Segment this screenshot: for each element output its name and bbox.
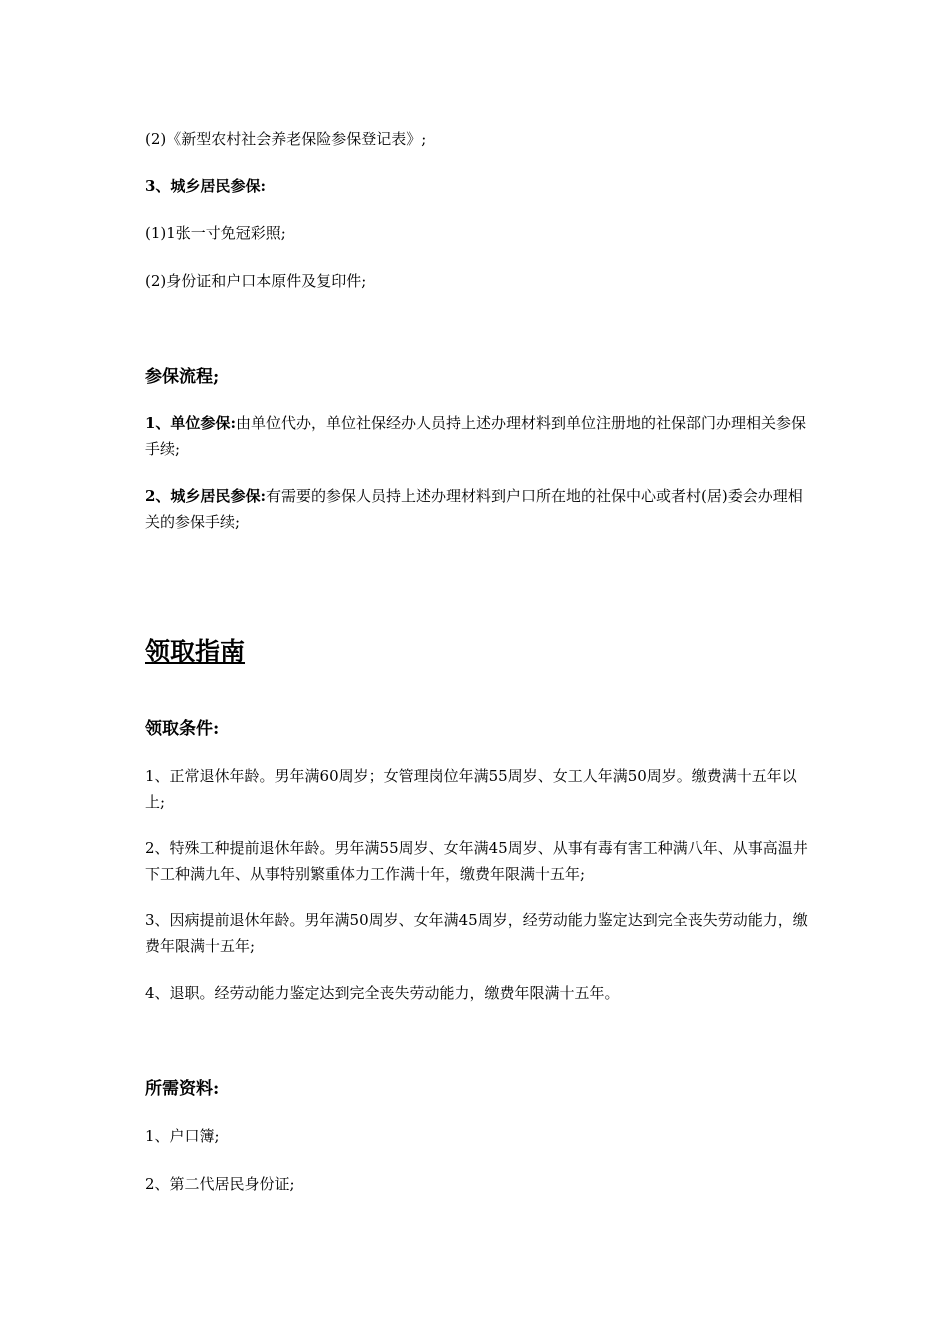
- process-unit-text: 由单位代办，单位社保经办人员持上述办理材料到单位注册地的社保部门办理相关参保手续;: [145, 414, 806, 458]
- material-item: 1、户口簿;: [145, 1127, 220, 1145]
- process-resident-paragraph: [145, 483, 815, 535]
- condition-item: 4、退职。经劳动能力鉴定达到完全丧失劳动能力，缴费年限满十五年。: [145, 984, 620, 1002]
- process-unit-paragraph: [145, 410, 815, 462]
- process-heading: 参保流程;: [145, 367, 220, 387]
- condition-item: 3、因病提前退休年龄。男年满50周岁、女年满45周岁，经劳动能力鉴定达到完全丧失劳动能力，缴费年限满十五年;: [145, 911, 808, 955]
- registration-form-item: (2)《新型农村社会养老保险参保登记表》;: [145, 130, 427, 148]
- photo-item: (1)1张一寸免冠彩照;: [145, 224, 286, 242]
- materials-heading: 所需资料:: [145, 1079, 220, 1099]
- condition-item: 2、特殊工种提前退休年龄。男年满55周岁、女年满45周岁、从事有毒有害工种满八年、从事高温井下工种满九年、从事特别繁重体力工作满十年，缴费年限满十五年;: [145, 839, 808, 883]
- urban-rural-heading: 3、城乡居民参保:: [145, 177, 266, 195]
- process-unit-lead: 1、单位参保:: [145, 414, 236, 432]
- process-resident-text: 有需要的参保人员持上述办理材料到户口所在地的社保中心或者村(居)委会办理相关的参保手续;: [145, 487, 803, 531]
- process-resident-lead: 2、城乡居民参保:: [145, 487, 266, 505]
- condition-item: 1、正常退休年龄。男年满60周岁；女管理岗位年满55周岁、女工人年满50周岁。缴费满十五年以上;: [145, 767, 797, 811]
- claim-guide-title: 领取指南: [145, 637, 246, 666]
- material-item: 2、第二代居民身份证;: [145, 1175, 295, 1193]
- conditions-heading: 领取条件:: [145, 719, 220, 739]
- id-hukou-item: (2)身份证和户口本原件及复印件;: [145, 272, 367, 290]
